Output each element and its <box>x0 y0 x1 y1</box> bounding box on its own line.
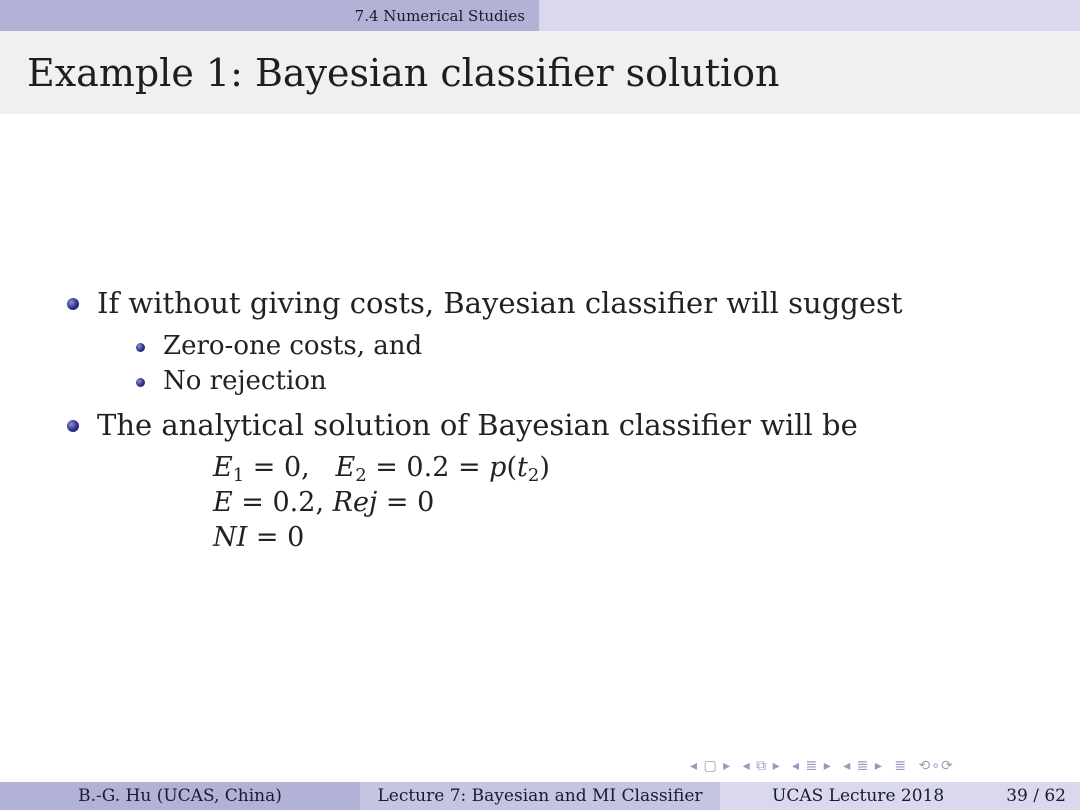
slide-title: Example 1: Bayesian classifier solution <box>27 51 780 95</box>
bullet-icon <box>67 420 79 432</box>
math-text: ) <box>539 452 550 483</box>
math-subscript: 1 <box>232 465 245 486</box>
math-text: = 0.2 = <box>366 452 490 483</box>
sub-bullet-icon <box>136 378 145 387</box>
sub-bullet-icon <box>136 343 145 352</box>
bullet-text: The analytical solution of Bayesian classifier will be <box>97 408 858 442</box>
frame-nav-icon[interactable]: ◂ ▢ ▸ <box>690 758 732 774</box>
sub-bullet-text: Zero-one costs, and <box>163 331 423 361</box>
bullet-text: If without giving costs, Bayesian classifier will suggest <box>97 286 903 320</box>
math-subscript: 2 <box>355 465 367 486</box>
math-text: ( <box>506 452 517 483</box>
bullet-icon <box>67 298 79 310</box>
section-nav-icon[interactable]: ◂ ≣ ▸ <box>792 758 832 774</box>
slide-nav-icon[interactable]: ◂ ≣ ▸ <box>843 758 883 774</box>
search-back-forward-icon[interactable]: ⟲∘⟳ <box>918 758 954 774</box>
math-symbol: Rej <box>332 487 378 518</box>
math-text: = 0.2, <box>232 487 333 518</box>
math-symbol: p <box>489 452 507 483</box>
subsection-nav-icon[interactable]: ◂ ⧉ ▸ <box>742 758 781 774</box>
math-text: = 0 <box>377 487 435 518</box>
equation-line <box>213 452 550 486</box>
math-text: = 0 <box>247 522 305 553</box>
math-symbol: E <box>335 452 356 483</box>
footer-right <box>720 782 1080 810</box>
equation-line <box>213 522 304 553</box>
footer-lecture: Lecture 7: Bayesian and MI Classifier <box>360 782 720 810</box>
menu-icon[interactable]: ≣ <box>894 758 908 774</box>
math-subscript: 2 <box>527 465 540 486</box>
sub-bullet-text: No rejection <box>163 366 327 396</box>
section-title[interactable]: 7.4 Numerical Studies <box>0 0 539 31</box>
math-symbol: E <box>213 487 233 518</box>
equation-line <box>213 487 434 518</box>
math-symbol: t <box>517 452 528 483</box>
beamer-navigation <box>690 758 960 774</box>
footer-author: B.-G. Hu (UCAS, China) <box>0 782 360 810</box>
math-symbol: E <box>213 452 233 483</box>
footer-bar <box>0 782 1080 810</box>
footer-venue: UCAS Lecture 2018 <box>772 786 945 806</box>
math-text: = 0, <box>244 452 336 483</box>
math-symbol: NI <box>213 522 248 553</box>
footer-page-number: 39 / 62 <box>1006 786 1066 806</box>
